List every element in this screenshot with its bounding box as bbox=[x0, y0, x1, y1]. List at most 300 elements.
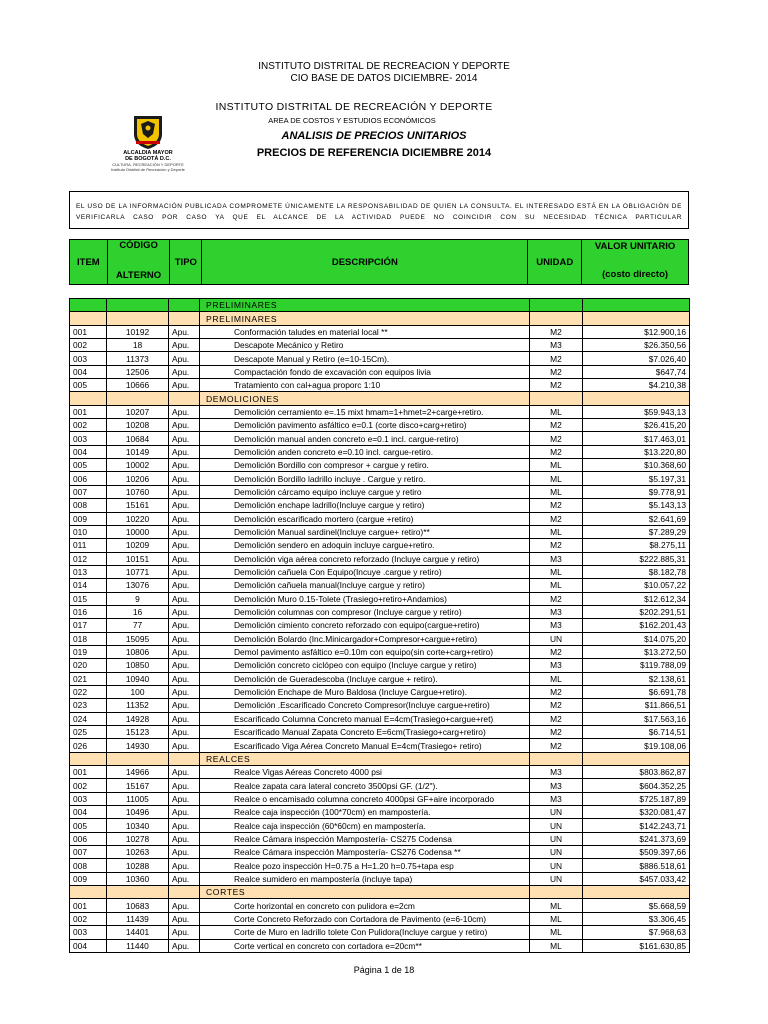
header-database: CIO BASE DE DATOS DICIEMBRE- 2014 bbox=[290, 73, 478, 84]
row-type: Apu. bbox=[169, 819, 200, 832]
col-item: ITEM bbox=[70, 240, 108, 285]
section-title: CORTES bbox=[200, 886, 530, 899]
row-description: Demolición .Escarificado Concreto Compresor(Incluye cargue+retiro) bbox=[200, 699, 530, 712]
row-value: $26.350,56 bbox=[583, 339, 690, 352]
row-value: $2.641,69 bbox=[583, 512, 690, 525]
table-row bbox=[70, 525, 690, 538]
row-description: Demolición escarificado mortero (cargue +retiro) bbox=[200, 512, 530, 525]
row-description: Realce zapata cara lateral concreto 3500psi GF. (1/2"). bbox=[200, 779, 530, 792]
row-unit: M2 bbox=[530, 419, 583, 432]
section-cell bbox=[169, 886, 200, 899]
row-code: 10220 bbox=[107, 512, 169, 525]
row-description: Descapote Manual y Retiro (e=10-15Cm). bbox=[200, 352, 530, 365]
row-description: Compactación fondo de excavación con equipos livia bbox=[200, 365, 530, 378]
row-description: Realce caja inspección (100*70cm) en mampostería. bbox=[200, 806, 530, 819]
table-row bbox=[70, 419, 690, 432]
row-unit: M3 bbox=[530, 605, 583, 618]
col-codigo bbox=[107, 240, 170, 285]
row-unit: M2 bbox=[530, 592, 583, 605]
row-unit: ML bbox=[530, 579, 583, 592]
row-type: Apu. bbox=[169, 806, 200, 819]
section-cell bbox=[107, 312, 169, 325]
table-row bbox=[70, 806, 690, 819]
row-unit: ML bbox=[530, 899, 583, 912]
row-description: Conformación taludes en material local ** bbox=[200, 325, 530, 338]
row-unit: ML bbox=[530, 472, 583, 485]
row-description: Demolición cañuela manual(Incluye cargue y retiro) bbox=[200, 579, 530, 592]
row-value: $5.668,59 bbox=[583, 899, 690, 912]
row-type: Apu. bbox=[169, 445, 200, 458]
row-value: $119.788,09 bbox=[583, 659, 690, 672]
row-description: Escarificado Manual Zapata Concreto E=6cm(Trasiego+carg+retiro) bbox=[200, 726, 530, 739]
section-cell bbox=[530, 312, 583, 325]
row-type: Apu. bbox=[169, 405, 200, 418]
row-code: 16 bbox=[107, 605, 169, 618]
row-item: 009 bbox=[70, 512, 107, 525]
logo-sub-1: CULTURA, RECREACIÓN Y DEPORTE bbox=[112, 162, 184, 167]
price-table-body bbox=[70, 299, 690, 953]
row-value: $17.463,01 bbox=[583, 432, 690, 445]
row-value: $2.138,61 bbox=[583, 672, 690, 685]
row-unit: UN bbox=[530, 859, 583, 872]
col-unidad: UNIDAD bbox=[528, 240, 582, 285]
table-row bbox=[70, 726, 690, 739]
table-row bbox=[70, 459, 690, 472]
row-value: $12.612,34 bbox=[583, 592, 690, 605]
row-unit: UN bbox=[530, 819, 583, 832]
row-unit: M2 bbox=[530, 726, 583, 739]
table-row bbox=[70, 779, 690, 792]
section-cell bbox=[530, 392, 583, 405]
row-code: 10760 bbox=[107, 485, 169, 498]
section-cell bbox=[107, 299, 169, 312]
section-header-row bbox=[70, 886, 690, 899]
row-unit: ML bbox=[530, 405, 583, 418]
row-description: Realce Vigas Aéreas Concreto 4000 psi bbox=[200, 766, 530, 779]
row-unit: UN bbox=[530, 806, 583, 819]
table-row bbox=[70, 846, 690, 859]
row-type: Apu. bbox=[169, 579, 200, 592]
row-type: Apu. bbox=[169, 739, 200, 752]
table-row bbox=[70, 579, 690, 592]
row-unit: ML bbox=[530, 485, 583, 498]
row-item: 007 bbox=[70, 485, 107, 498]
table-row bbox=[70, 939, 690, 952]
row-code: 15161 bbox=[107, 499, 169, 512]
row-type: Apu. bbox=[169, 525, 200, 538]
row-value: $17.563,16 bbox=[583, 712, 690, 725]
row-item: 003 bbox=[70, 792, 107, 805]
row-description: Corte de Muro en ladrillo tolete Con Pulidora(Incluye cargue y retiro) bbox=[200, 926, 530, 939]
row-unit: M3 bbox=[530, 619, 583, 632]
row-description: Demolición Bordillo con compresor + cargue y retiro. bbox=[200, 459, 530, 472]
section-cell bbox=[107, 752, 169, 765]
row-item: 008 bbox=[70, 499, 107, 512]
row-value: $647,74 bbox=[583, 365, 690, 378]
row-item: 005 bbox=[70, 459, 107, 472]
section-header-row bbox=[70, 299, 690, 312]
page-title: ANALISIS DE PRECIOS UNITARIOS bbox=[281, 130, 467, 142]
row-code: 10771 bbox=[107, 565, 169, 578]
row-code: 10151 bbox=[107, 552, 169, 565]
row-value: $4.210,38 bbox=[583, 379, 690, 392]
row-code: 10000 bbox=[107, 525, 169, 538]
row-value: $12.900,16 bbox=[583, 325, 690, 338]
row-value: $6.714,51 bbox=[583, 726, 690, 739]
row-code: 10209 bbox=[107, 539, 169, 552]
row-value: $320.081,47 bbox=[583, 806, 690, 819]
row-description: Realce o encamisado columna concreto 4000psi GF+aire incorporado bbox=[200, 792, 530, 805]
row-type: Apu. bbox=[169, 859, 200, 872]
row-code: 10684 bbox=[107, 432, 169, 445]
section-title: REALCES bbox=[200, 752, 530, 765]
row-item: 001 bbox=[70, 405, 107, 418]
row-code: 10002 bbox=[107, 459, 169, 472]
table-row bbox=[70, 699, 690, 712]
row-type: Apu. bbox=[169, 792, 200, 805]
row-unit: M2 bbox=[530, 379, 583, 392]
section-cell bbox=[530, 299, 583, 312]
section-cell bbox=[169, 752, 200, 765]
row-code: 15095 bbox=[107, 632, 169, 645]
row-unit: M2 bbox=[530, 645, 583, 658]
row-type: Apu. bbox=[169, 352, 200, 365]
row-type: Apu. bbox=[169, 659, 200, 672]
row-item: 001 bbox=[70, 766, 107, 779]
row-item: 001 bbox=[70, 325, 107, 338]
row-type: Apu. bbox=[169, 766, 200, 779]
col-valor bbox=[582, 240, 689, 285]
row-value: $9.778,91 bbox=[583, 485, 690, 498]
row-item: 011 bbox=[70, 539, 107, 552]
table-row bbox=[70, 405, 690, 418]
row-type: Apu. bbox=[169, 726, 200, 739]
row-value: $26.415,20 bbox=[583, 419, 690, 432]
row-code: 10207 bbox=[107, 405, 169, 418]
table-row bbox=[70, 685, 690, 698]
section-cell bbox=[583, 312, 690, 325]
row-value: $6.691,78 bbox=[583, 685, 690, 698]
row-type: Apu. bbox=[169, 846, 200, 859]
row-value: $13.220,80 bbox=[583, 445, 690, 458]
row-item: 005 bbox=[70, 379, 107, 392]
section-cell bbox=[583, 299, 690, 312]
row-description: Demolición Enchape de Muro Baldosa (Incluye Cargue+retiro). bbox=[200, 685, 530, 698]
page-subtitle: PRECIOS DE REFERENCIA DICIEMBRE 2014 bbox=[256, 147, 492, 159]
row-type: Apu. bbox=[169, 432, 200, 445]
section-cell bbox=[107, 392, 169, 405]
row-unit: ML bbox=[530, 912, 583, 925]
row-type: Apu. bbox=[169, 539, 200, 552]
header-institution: INSTITUTO DISTRITAL DE RECREACION Y DEPORTE bbox=[258, 61, 510, 72]
row-item: 019 bbox=[70, 645, 107, 658]
row-type: Apu. bbox=[169, 672, 200, 685]
row-code: 10683 bbox=[107, 899, 169, 912]
row-code: 11373 bbox=[107, 352, 169, 365]
table-row bbox=[70, 859, 690, 872]
table-row bbox=[70, 445, 690, 458]
row-code: 13076 bbox=[107, 579, 169, 592]
section-cell bbox=[169, 299, 200, 312]
table-row bbox=[70, 659, 690, 672]
table-row bbox=[70, 766, 690, 779]
row-value: $7.289,29 bbox=[583, 525, 690, 538]
row-item: 002 bbox=[70, 912, 107, 925]
row-item: 015 bbox=[70, 592, 107, 605]
table-row bbox=[70, 552, 690, 565]
row-description: Tratamiento con cal+agua proporc 1:10 bbox=[200, 379, 530, 392]
row-type: Apu. bbox=[169, 459, 200, 472]
row-unit: M2 bbox=[530, 445, 583, 458]
row-description: Corte Concreto Reforzado con Cortadora de Pavimento (e=6-10cm) bbox=[200, 912, 530, 925]
row-value: $509.397,66 bbox=[583, 846, 690, 859]
row-unit: M2 bbox=[530, 432, 583, 445]
row-item: 004 bbox=[70, 939, 107, 952]
row-unit: M3 bbox=[530, 766, 583, 779]
row-code: 15123 bbox=[107, 726, 169, 739]
row-code: 14966 bbox=[107, 766, 169, 779]
section-cell bbox=[530, 886, 583, 899]
row-type: Apu. bbox=[169, 565, 200, 578]
section-cell bbox=[583, 392, 690, 405]
row-item: 007 bbox=[70, 846, 107, 859]
row-type: Apu. bbox=[169, 605, 200, 618]
row-item: 005 bbox=[70, 819, 107, 832]
price-table bbox=[69, 298, 690, 953]
row-description: Realce Cámara inspección Mampostería- CS276 Codensa ** bbox=[200, 846, 530, 859]
row-unit: M2 bbox=[530, 685, 583, 698]
section-header-row bbox=[70, 312, 690, 325]
row-value: $161.630,85 bbox=[583, 939, 690, 952]
row-description: Demolición Bordillo ladrillo incluye . Cargue y retiro. bbox=[200, 472, 530, 485]
row-type: Apu. bbox=[169, 699, 200, 712]
row-code: 100 bbox=[107, 685, 169, 698]
logo-name-2: DE BOGOTÁ D.C. bbox=[125, 156, 171, 162]
table-row bbox=[70, 645, 690, 658]
table-row bbox=[70, 619, 690, 632]
row-type: Apu. bbox=[169, 619, 200, 632]
disclaimer-line-1: EL USO DE LA INFORMACIÓN PUBLICADA COMPROMETE ÚNICAMENTE LA RESPONSABILIDAD DE QUIEN LA CONSULTA. EL INTERESADO ESTÁ EN LA OBLIGACIÓN DE bbox=[76, 203, 682, 210]
section-cell bbox=[70, 299, 107, 312]
row-type: Apu. bbox=[169, 779, 200, 792]
section-header-row bbox=[70, 752, 690, 765]
row-code: 10149 bbox=[107, 445, 169, 458]
row-description: Demolición anden concreto e=0.10 incl. cargue-retiro. bbox=[200, 445, 530, 458]
header-area: AREA DE COSTOS Y ESTUDIOS ECONÓMICOS bbox=[268, 116, 436, 125]
row-value: $8.182,78 bbox=[583, 565, 690, 578]
row-item: 022 bbox=[70, 685, 107, 698]
row-unit: M3 bbox=[530, 792, 583, 805]
row-type: Apu. bbox=[169, 419, 200, 432]
row-item: 003 bbox=[70, 926, 107, 939]
row-item: 009 bbox=[70, 872, 107, 885]
row-code: 10850 bbox=[107, 659, 169, 672]
row-code: 10263 bbox=[107, 846, 169, 859]
row-code: 10288 bbox=[107, 859, 169, 872]
col-codigo-label: CÓDIGO bbox=[119, 240, 158, 251]
row-unit: UN bbox=[530, 846, 583, 859]
row-code: 12506 bbox=[107, 365, 169, 378]
row-description: Demolición viga aérea concreto reforzado (Incluye cargue y retiro) bbox=[200, 552, 530, 565]
section-title: PRELIMINARES bbox=[200, 312, 530, 325]
section-cell bbox=[70, 886, 107, 899]
row-type: Apu. bbox=[169, 365, 200, 378]
row-code: 18 bbox=[107, 339, 169, 352]
col-valor-label: VALOR UNITARIO bbox=[594, 241, 676, 252]
col-descripcion: DESCRIPCIÓN bbox=[202, 240, 528, 285]
row-unit: ML bbox=[530, 525, 583, 538]
row-value: $10.368,60 bbox=[583, 459, 690, 472]
table-row bbox=[70, 605, 690, 618]
row-unit: M2 bbox=[530, 325, 583, 338]
row-code: 10360 bbox=[107, 872, 169, 885]
row-item: 026 bbox=[70, 739, 107, 752]
row-item: 003 bbox=[70, 352, 107, 365]
row-type: Apu. bbox=[169, 926, 200, 939]
row-unit: M3 bbox=[530, 659, 583, 672]
row-description: Demolición Manual sardinel(Incluye cargue+ retiro)** bbox=[200, 525, 530, 538]
row-unit: ML bbox=[530, 459, 583, 472]
row-value: $11.866,51 bbox=[583, 699, 690, 712]
row-code: 11439 bbox=[107, 912, 169, 925]
row-unit: ML bbox=[530, 926, 583, 939]
table-row bbox=[70, 792, 690, 805]
row-description: Demol pavimento asfáltico e=0.10m con equipo(sin corte+carg+retiro) bbox=[200, 645, 530, 658]
row-code: 10940 bbox=[107, 672, 169, 685]
row-item: 010 bbox=[70, 525, 107, 538]
row-description: Demolición enchape ladrillo(Incluye cargue y retiro) bbox=[200, 499, 530, 512]
row-type: Apu. bbox=[169, 832, 200, 845]
bogota-shield-icon bbox=[131, 114, 165, 150]
row-unit: M3 bbox=[530, 552, 583, 565]
row-description: Realce caja inspección (60*60cm) en mampostería. bbox=[200, 819, 530, 832]
section-title: DEMOLICIONES bbox=[200, 392, 530, 405]
row-type: Apu. bbox=[169, 632, 200, 645]
row-type: Apu. bbox=[169, 592, 200, 605]
table-row bbox=[70, 926, 690, 939]
col-costo-label: (costo directo) bbox=[602, 269, 669, 280]
row-unit: M3 bbox=[530, 339, 583, 352]
row-unit: M2 bbox=[530, 352, 583, 365]
row-type: Apu. bbox=[169, 939, 200, 952]
row-item: 003 bbox=[70, 432, 107, 445]
row-unit: M2 bbox=[530, 712, 583, 725]
row-value: $142.243,71 bbox=[583, 819, 690, 832]
table-row bbox=[70, 912, 690, 925]
row-description: Demolición cárcamo equipo incluye cargue y retiro bbox=[200, 485, 530, 498]
row-value: $241.373,69 bbox=[583, 832, 690, 845]
row-unit: M2 bbox=[530, 739, 583, 752]
row-code: 10206 bbox=[107, 472, 169, 485]
table-row bbox=[70, 592, 690, 605]
section-cell bbox=[583, 752, 690, 765]
row-description: Descapote Mecánico y Retiro bbox=[200, 339, 530, 352]
page-number: Página 1 de 18 bbox=[353, 965, 415, 975]
row-item: 014 bbox=[70, 579, 107, 592]
table-row bbox=[70, 899, 690, 912]
row-code: 10192 bbox=[107, 325, 169, 338]
logo-name-1: ALCALDIA MAYOR bbox=[123, 150, 173, 156]
row-item: 023 bbox=[70, 699, 107, 712]
row-item: 016 bbox=[70, 605, 107, 618]
row-unit: UN bbox=[530, 832, 583, 845]
row-value: $10.057,22 bbox=[583, 579, 690, 592]
disclaimer-box bbox=[69, 191, 689, 229]
row-unit: M2 bbox=[530, 539, 583, 552]
row-type: Apu. bbox=[169, 552, 200, 565]
row-unit: UN bbox=[530, 632, 583, 645]
row-unit: M2 bbox=[530, 499, 583, 512]
row-item: 013 bbox=[70, 565, 107, 578]
row-unit: ML bbox=[530, 565, 583, 578]
row-description: Demolición manual anden concreto e=0.1 incl. cargue-retiro) bbox=[200, 432, 530, 445]
row-item: 024 bbox=[70, 712, 107, 725]
section-cell bbox=[169, 312, 200, 325]
row-value: $457.033,42 bbox=[583, 872, 690, 885]
row-code: 10340 bbox=[107, 819, 169, 832]
row-value: $3.306,45 bbox=[583, 912, 690, 925]
row-value: $5.197,31 bbox=[583, 472, 690, 485]
row-code: 11352 bbox=[107, 699, 169, 712]
row-type: Apu. bbox=[169, 339, 200, 352]
table-row bbox=[70, 499, 690, 512]
row-value: $886.518,61 bbox=[583, 859, 690, 872]
row-value: $222.885,31 bbox=[583, 552, 690, 565]
col-alterno-label: ALTERNO bbox=[115, 270, 162, 281]
row-description: Demolición cimiento concreto reforzado con equipo(cargue+retiro) bbox=[200, 619, 530, 632]
row-type: Apu. bbox=[169, 499, 200, 512]
table-row bbox=[70, 325, 690, 338]
row-type: Apu. bbox=[169, 712, 200, 725]
row-code: 14928 bbox=[107, 712, 169, 725]
row-unit: ML bbox=[530, 939, 583, 952]
row-value: $7.026,40 bbox=[583, 352, 690, 365]
row-item: 008 bbox=[70, 859, 107, 872]
table-row bbox=[70, 565, 690, 578]
row-type: Apu. bbox=[169, 912, 200, 925]
section-cell bbox=[70, 392, 107, 405]
row-description: Demolición de Gueradescoba (Incluye cargue + retiro). bbox=[200, 672, 530, 685]
row-type: Apu. bbox=[169, 899, 200, 912]
row-item: 021 bbox=[70, 672, 107, 685]
row-description: Demolición pavimento asfáltico e=0.1 (corte disco+carg+retiro) bbox=[200, 419, 530, 432]
row-unit: UN bbox=[530, 872, 583, 885]
row-value: $725.187,89 bbox=[583, 792, 690, 805]
row-code: 10278 bbox=[107, 832, 169, 845]
table-row bbox=[70, 485, 690, 498]
row-unit: M2 bbox=[530, 699, 583, 712]
row-unit: M2 bbox=[530, 365, 583, 378]
row-value: $19.108,06 bbox=[583, 739, 690, 752]
row-unit: M3 bbox=[530, 779, 583, 792]
row-code: 10208 bbox=[107, 419, 169, 432]
row-code: 10496 bbox=[107, 806, 169, 819]
row-item: 006 bbox=[70, 472, 107, 485]
section-title: PRELIMINARES bbox=[200, 299, 530, 312]
table-row bbox=[70, 739, 690, 752]
header-institution-2: INSTITUTO DISTRITAL DE RECREACIÓN Y DEPORTE bbox=[215, 101, 493, 113]
row-type: Apu. bbox=[169, 325, 200, 338]
row-code: 14930 bbox=[107, 739, 169, 752]
row-type: Apu. bbox=[169, 512, 200, 525]
row-item: 001 bbox=[70, 899, 107, 912]
section-cell bbox=[70, 752, 107, 765]
row-description: Demolición columnas con compresor (Incluye cargue y retiro) bbox=[200, 605, 530, 618]
table-row bbox=[70, 472, 690, 485]
row-type: Apu. bbox=[169, 872, 200, 885]
row-description: Demolición Muro 0.15-Tolete (Trasiego+retiro+Andamios) bbox=[200, 592, 530, 605]
row-value: $162.201,43 bbox=[583, 619, 690, 632]
